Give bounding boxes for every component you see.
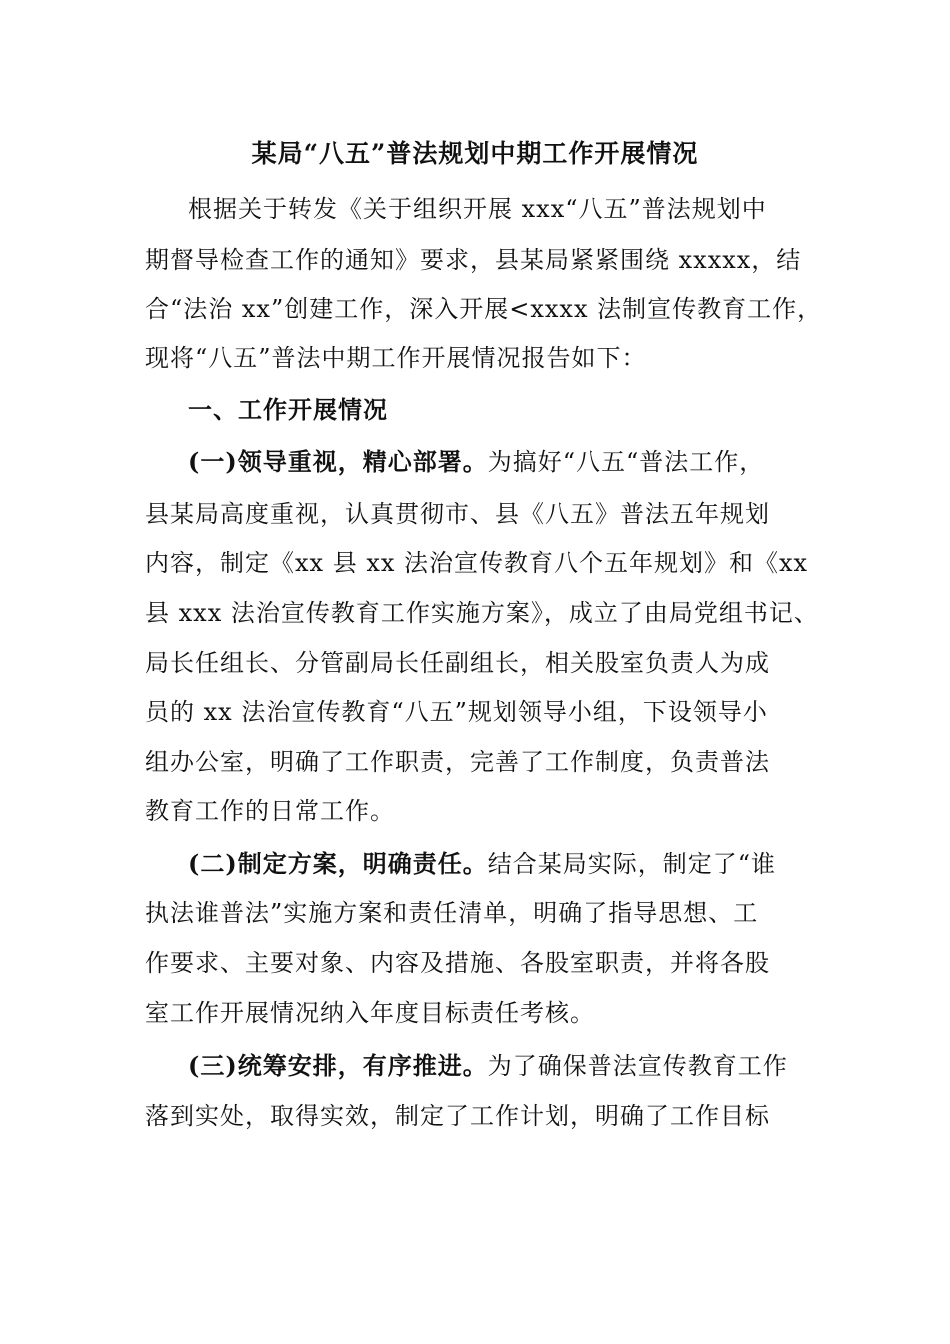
- item2-line-4: 室工作开展情况纳入年度目标责任考核。: [145, 999, 595, 1027]
- item1-line-4: 县 xxx 法治宣传教育工作实施方案》，成立了由局党组书记、: [145, 599, 819, 627]
- item1-line-6: 员的 xx 法治宣传教育“八五”规划领导小组，下设领导小: [145, 698, 768, 726]
- item2-label: (二)制定方案，明确责任。: [188, 849, 488, 878]
- intro-line-4: 现将“八五”普法中期工作开展情况报告如下：: [145, 344, 647, 372]
- item3-label: (三)统筹安排，有序推进。: [188, 1051, 488, 1080]
- intro-line-3: 合“法治 xx”创建工作，深入开展<xxxx 法制宣传教育工作，: [145, 295, 823, 323]
- item2-first-line: [188, 844, 776, 884]
- item1-label: (一)领导重视，精心部署。: [188, 447, 488, 476]
- item3-line-2: 落到实处，取得实效，制定了工作计划，明确了工作目标: [145, 1102, 770, 1130]
- item1-first-line: [188, 442, 764, 482]
- item2-line-3: 作要求、主要对象、内容及措施、各股室职责，并将各股: [145, 949, 770, 977]
- item2-line-2: 执法谁普法”实施方案和责任清单，明确了指导思想、工: [145, 899, 759, 927]
- item1-line-8: 教育工作的日常工作。: [145, 797, 395, 825]
- item1-line-7: 组办公室，明确了工作职责，完善了工作制度，负责普法: [145, 748, 770, 776]
- item2-first-rest: 结合某局实际，制定了“谁: [487, 850, 776, 878]
- item1-line-5: 局长任组长、分管副局长任副组长，相关股室负责人为成: [145, 649, 770, 677]
- document-title: 某局“八五”普法规划中期工作开展情况: [251, 139, 699, 168]
- intro-line-1: 根据关于转发《关于组织开展 xxx“八五”普法规划中: [188, 195, 767, 223]
- item3-first-line: [188, 1046, 788, 1086]
- item1-line-2: 县某局高度重视，认真贯彻市、县《八五》普法五年规划: [145, 500, 770, 528]
- intro-line-2: 期督导检查工作的通知》要求，县某局紧紧围绕 xxxxx，结: [145, 246, 802, 274]
- item1-first-rest: 为搞好“八五“普法工作，: [487, 448, 765, 476]
- section-heading-1: 一、工作开展情况: [188, 395, 388, 424]
- item3-first-rest: 为了确保普法宣传教育工作: [487, 1052, 788, 1080]
- item1-line-3: 内容，制定《xx 县 xx 法治宣传教育八个五年规划》和《xx: [145, 549, 809, 577]
